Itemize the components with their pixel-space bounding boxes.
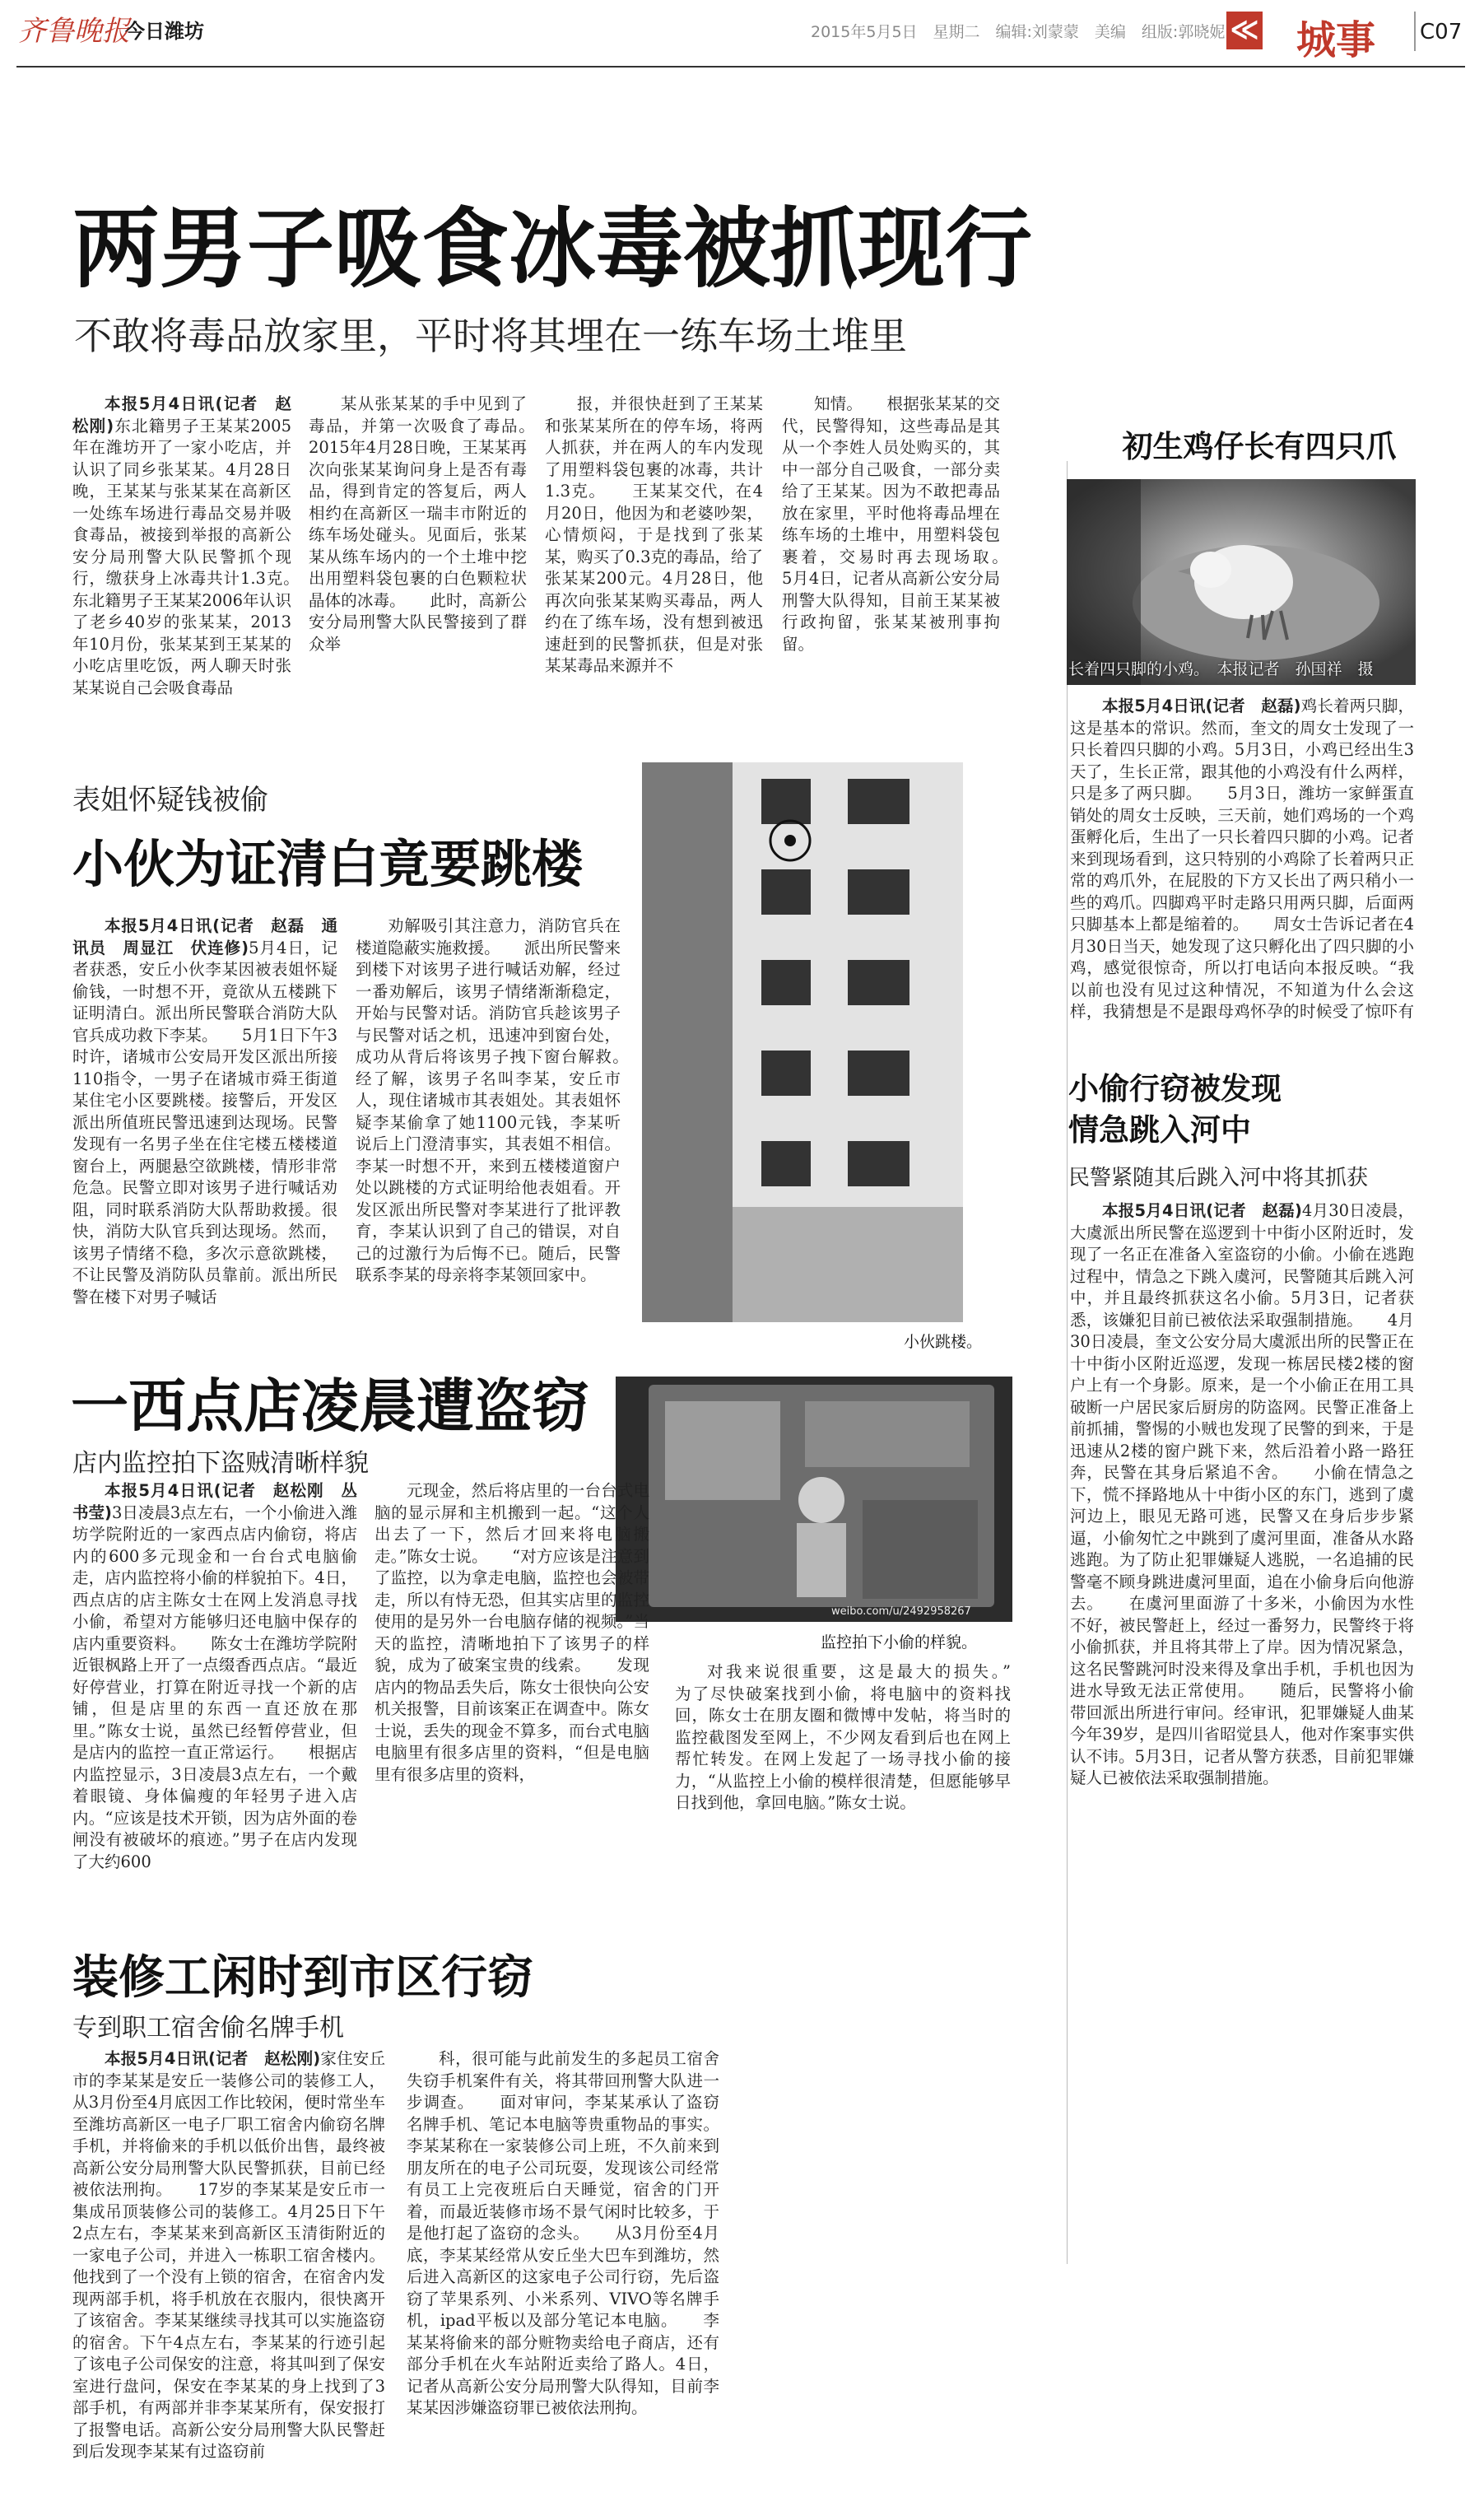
article2-text: 劝解吸引其注意力，消防官兵在楼道隐蔽实施救援。 派出所民警来到楼下对该男子进行喊话劝解，经过一番劝解后，该男子情绪渐渐稳定，开始与民警对话。消防官兵趁该男子与民警对话之机，迅速冲到窗台处，成功从背后将该男子拽下窗台解救。 经了解，该男子名叫李某，安丘市人，现住诸城市其表姐处。其表姐怀疑李某偷拿了她1100元钱，李某听说后上门澄清事实，其表姐不相信。李某一时想不开，来到五楼楼道窗户处以跳楼的方式证明给他表姐看。开发区派出所民警对李某进行了批评教育，李某认识到了自己的错误，对自己的过激行为后悔不已。随后，民警联系李某的母亲将李某领回家中。 — [356, 916, 621, 1284]
article1-subtitle: 不敢将毒品放家里，平时将其埋在一练车场土堆里 — [74, 314, 907, 358]
article2-caption: 小伙跳楼。 — [904, 1333, 983, 1351]
side1-lead: 本报5月4日讯(记者 赵磊) — [1102, 696, 1301, 715]
article2-col2 — [356, 915, 621, 1344]
side2-body — [1070, 1200, 1414, 2155]
category-title: 城事 — [1296, 17, 1376, 63]
side2-lead: 本报5月4日讯(记者 赵磊) — [1102, 1201, 1302, 1220]
article3-lead: 本报5月4日讯(记者 赵松刚 丛书莹) — [72, 1481, 357, 1522]
side1-text: 鸡长着两只脚，这是基本的常识。然而，奎文的周女士发现了一只长着四只脚的小鸡。5月3日，小鸡已经出生3天了，生长正常，跟其他的小鸡没有什么两样，只是多了两只脚。 5月3日，潍坊一家鲜蛋直销处的周女士反映，三天前，她们鸡场的一个鸡蛋孵化后，生出了一只长着四只脚的小鸡。记者来到现场看到，这只特别的小鸡除了长着两只正常的鸡爪外，在屁股的下方又长出了两只稍小一些的鸡爪。四脚鸡平时走路只用两只脚，后面两只脚基本上都是缩着的。 周女士告诉记者在4月30日当天，她发现了这只孵化出了四只脚的小鸡，感觉很惊奇，所以打电话向本报反映。“我以前也没有见过这种情况，不知道为什么会这样，我猜想是不是跟母鸡怀孕的时候受了惊吓有 — [1070, 696, 1414, 1021]
article3-col2 — [374, 1480, 649, 1920]
article1-text: 东北籍男子王某某2005年在潍坊开了一家小吃店，并认识了同乡张某某。4月28日晚，王某某与张某某在高新区一处练车场进行毒品交易并吸食毒品，被接到举报的高新公安分局刑警大队民警抓个现行，缴获身上冰毒共计1.3克。 东北籍男子王某某2006年认识了老乡40岁的张某某，2013年10月份，张某某到王某某的小吃店里吃饭，两人聊天时张某某说自己会吸食毒品 — [72, 416, 291, 697]
article3-text: 元现金，然后将店里的一台台式电脑的显示屏和主机搬到一起。“这个人出去了一下，然后才回来将电脑搬走。”陈女士说。 “对方应该是注意到了监控，以为拿走电脑，监控也会被带走，所以有恃无恐，但其实店里的监控使用的是另外一台电脑存储的视频。”当天的监控，清晰地拍下了该男子的样貌，成为了破案宝贵的线索。 发现店内的物品丢失后，陈女士很快向公安机关报警，目前该案正在调查中。陈女士说，丢失的现金不算多，而台式电脑电脑里有很多店里的资料，“但是电脑里有很多店里的资料， — [374, 1481, 649, 1784]
article4-col2 — [407, 2048, 719, 2490]
surveillance-photo-graphic — [616, 1377, 1012, 1622]
chick-photo — [1067, 479, 1416, 685]
side1-title: 初生鸡仔长有四只爪 — [1122, 429, 1397, 464]
article4-lead: 本报5月4日讯(记者 赵松刚) — [105, 2049, 321, 2068]
newspaper-logo: 齐鲁晚报 — [18, 15, 130, 48]
article1-col3 — [545, 394, 763, 731]
article2-kicker: 表姐怀疑钱被偷 — [72, 784, 268, 817]
article1-text: 某从张某某的手中见到了毒品，并第一次吸食了毒品。 2015年4月28日晚，王某某再次向张某某询问身上是否有毒品，得到肯定的答复后，两人相约在高新区一瑞丰市附近的练车场处碰头。见面后，张某某从练车场内的一个土堆中挖出用塑料袋包裹的白色颗粒状晶体的冰毒。 此时，高新公安分局刑警大队民警接到了群众举 — [309, 394, 527, 654]
article4-title: 装修工闲时到市区行窃 — [72, 1951, 533, 2005]
article3-title: 一西点店凌晨遭盗窃 — [71, 1372, 589, 1440]
article2-title: 小伙为证清白竟要跳楼 — [72, 834, 584, 894]
issue-meta: 2015年5月5日 星期二 编辑:刘蒙蒙 美编 组版:郭晓妮 — [811, 23, 1226, 41]
page-number: C07 — [1420, 20, 1463, 44]
article1-col2 — [309, 394, 527, 731]
side2-text: 4月30日凌晨，大虞派出所民警在巡逻到十中街小区附近时，发现了一名正在准备入室盗窃的小偷。小偷在逃跑过程中，情急之下跳入虞河，民警随其后跳入河中，并且最终抓获这名小偷。5月3日，记者获悉，该嫌犯目前已被依法采取强制措施。 4月30日凌晨，奎文公安分局大虞派出所的民警正在十中街小区附近巡逻，发现一栋居民楼2楼的窗户上有一个身影。原来，是一个小偷正在用工具破断一户居民家后厨房的防盗网。民警正准备上前抓捕，警惕的小贼也发现了民警的到来，于是迅速从2楼的窗户跳下来，然后沿着小路一路狂奔，民警在其身后紧追不舍。 小偷在情急之下，慌不择路地从十中街小区的东门，逃到了虞河边上，眼见无路可逃，民警又在身后步步紧逼，小偷匆忙之中跳到了虞河里面，准备从水路逃跑。为了防止犯罪嫌疑人逃脱，一名追捕的民警毫不顾身跳进虞河里面，追在小偷身后向他游去。 在虞河里面游了十多米，小偷因为水性不好，被民警赶上，经过一番努力，民警终于将小偷抓获，并且将其带上了岸。因为情况紧急，这名民警跳河时没来得及拿出手机，手机也因为进水导致无法正常使用。 随后，民警将小偷带回派出所进行审问。经审讯，犯罪嫌疑人曲某今年39岁，是四川省昭觉县人，他对作案事实供认不讳。5月3日，记者从警方获悉，目前犯罪嫌疑人已被依法采取强制措施。 — [1070, 1201, 1414, 1787]
article1-lead: 本报5月4日讯(记者 赵松刚) — [72, 394, 291, 436]
article2-text: 5月4日，记者获悉，安丘小伙李某因被表姐怀疑偷钱，一时想不开，竟欲从五楼跳下证明清白。派出所民警联合消防大队官兵成功救下李某。 5月1日下午3时许，诸城市公安局开发区派出所接110指令，一男子在诸城市舜王街道某住宅小区要跳楼。接警后，开发区派出所值班民警迅速到达现场。民警发现有一名男子坐在住宅楼五楼楼道窗台上，两腿悬空欲跳楼，情形非常危急。民警立即对该男子进行喊话劝阻，同时联系消防大队帮助救援。很快，消防大队官兵到达现场。然而，该男子情绪不稳，多次示意欲跳楼，不让民警及消防队员靠前。派出所民警在楼下对男子喊话 — [72, 938, 337, 1307]
article3-col3 — [675, 1661, 1011, 1922]
header-divider — [1414, 12, 1416, 51]
article4-subtitle: 专到职工宿舍偷名牌手机 — [72, 2014, 344, 2043]
article1-text: 报，并很快赶到了王某某和张某某所在的停车场，将两人抓获，并在两人的车内发现了用塑料袋包裹的冰毒，共计1.3克。 王某某交代，在4月20日，他因为和老婆吵架，心情烦闷，于是找到了张某某，购买了0.3克的毒品，给了张某某200元。4月28日，他再次向张某某购买毒品，两人约在了练车场，没有想到被迅速赶到的民警抓获，但是对张某某毒品来源并不 — [545, 394, 763, 675]
section-mark-icon: ≪ — [1226, 12, 1263, 49]
surveillance-photo — [616, 1377, 1012, 1622]
column-rule — [1067, 461, 1068, 2264]
article3-text: 3日凌晨3点左右，一个小偷进入潍坊学院附近的一家西点店内偷窃，将店内的600多元现金和一台台式电脑偷走，店内监控将小偷的样貌拍下。4日，西点店的店主陈女士在网上发消息寻找小偷，希望对方能够归还电脑中保存的店内重要资料。 陈女士在潍坊学院附近银枫路上开了一点缀香西点店。“最近好停营业，打算在附近寻找一个新的店铺，但是店里的东西一直还放在那里。”陈女士说，虽然已经暂停营业，但是店内的监控一直正常运行。 根据店内监控显示，3日凌晨3点左右，一个戴着眼镜、身体偏瘦的年轻男子进入店内。“应该是技术开锁，因为店外面的卷闸没有被破坏的痕迹。”男子在店内发现了大约600 — [72, 1502, 357, 1871]
chick-photo-graphic — [1067, 479, 1416, 685]
building-photo-graphic — [642, 762, 963, 1322]
side1-caption: 长着四只脚的小鸡。 本报记者 孙国祥 摄 — [1068, 660, 1374, 678]
building-photo — [642, 762, 963, 1322]
article4-col1 — [72, 2048, 385, 2490]
article1-title: 两男子吸食冰毒被抓现行 — [72, 198, 1032, 300]
side2-title: 小偷行窃被发现 情急跳入河中 — [1068, 1071, 1282, 1148]
article4-text: 科，很可能与此前发生的多起员工宿舍失窃手机案件有关，将其带回刑警大队进一步调查。 面对审问，李某某承认了盗窃名牌手机、笔记本电脑等贵重物品的事实。李某某称在一家装修公司上班，不久前来到朋友所在的电子公司玩耍，发现该公司经常有员工上完夜班后白天睡觉，宿舍的门开着，而最近装修市场不景气闲时比较多，于是他打起了盗窃的念头。 从3月份至4月底，李某某经常从安丘坐大巴车到潍坊，然后进入高新区的这家电子公司行窃，先后盗窃了苹果系列、小米系列、VIVO等名牌手机，ipad平板以及部分笔记本电脑。 李某某将偷来的部分赃物卖给电子商店，还有部分手机在火车站附近卖给了路人。4日，记者从高新公安分局刑警大队得知，目前李某某因涉嫌盗窃罪已被依法刑拘。 — [407, 2049, 719, 2417]
article1-text: 知情。 根据张某某的交代，民警得知，这些毒品是其从一个李姓人员处购买的，其中一部分自己吸食，一部分卖给了王某某。因为不敢把毒品放在家里，平时他将毒品埋在练车场的土堆中，用塑料袋包裹着，交易时再去现场取。 5月4日，记者从高新公安分局刑警大队得知，目前王某某被行政拘留，张某某被刑事拘留。 — [782, 394, 1000, 654]
article3-text: 对我来说很重要，这是最大的损失。” 为了尽快破案找到小偷，将电脑中的资料找回，陈女士在朋友圈和微博中发帖，将当时的监控截图发至网上，不少网友看到后也在网上帮忙转发。在网上发起了一场寻找小偷的接力，“从监控上小偷的模样很清楚，但愿能够早日找到他，拿回电脑。”陈女士说。 — [675, 1662, 1011, 1812]
article3-caption: 监控拍下小偷的样貌。 — [821, 1633, 978, 1651]
side1-body — [1070, 696, 1414, 1025]
article3-col1 — [72, 1480, 357, 1920]
article4-text: 家住安丘市的李某某是安丘一装修公司的装修工人，从3月份至4月底因工作比较闲，便时常坐车至潍坊高新区一电子厂职工宿舍内偷窃名牌手机，并将偷来的手机以低价出售，最终被高新公安分局刑警大队民警抓获，目前已经被依法刑拘。 17岁的李某某是安丘市一集成吊顶装修公司的装修工。4月25日下午2点左右，李某某来到高新区玉清街附近的一家电子公司，并进入一栋职工宿舍楼内。他找到了一个没有上锁的宿舍，在宿舍内发现两部手机，将手机放在衣服内，很快离开了该宿舍。李某某继续寻找其可以实施盗窃的宿舍。下午4点左右，李某某的行迹引起了该电子公司保安的注意，将其叫到了保安室进行盘问，保安在李某某的身上找到了3部手机，有两部并非李某某所有，保安报打了报警电话。高新公安分局刑警大队民警赶到后发现李某某有过盗窃前 — [72, 2049, 385, 2461]
side2-subtitle: 民警紧随其后跳入河中将其抓获 — [1068, 1166, 1369, 1190]
surveillance-watermark: weibo.com/u/2492958267 — [831, 1605, 971, 1618]
article1-col1 — [72, 394, 291, 731]
article2-col1 — [72, 915, 337, 1344]
article1-col4 — [782, 394, 1000, 731]
header-rule — [16, 66, 1465, 68]
section-name: 今日潍坊 — [125, 20, 204, 43]
article2-lead: 本报5月4日讯(记者 赵磊 通讯员 周显江 伏连修) — [72, 916, 337, 957]
article3-subtitle: 店内监控拍下盗贼清晰样貌 — [72, 1449, 369, 1478]
